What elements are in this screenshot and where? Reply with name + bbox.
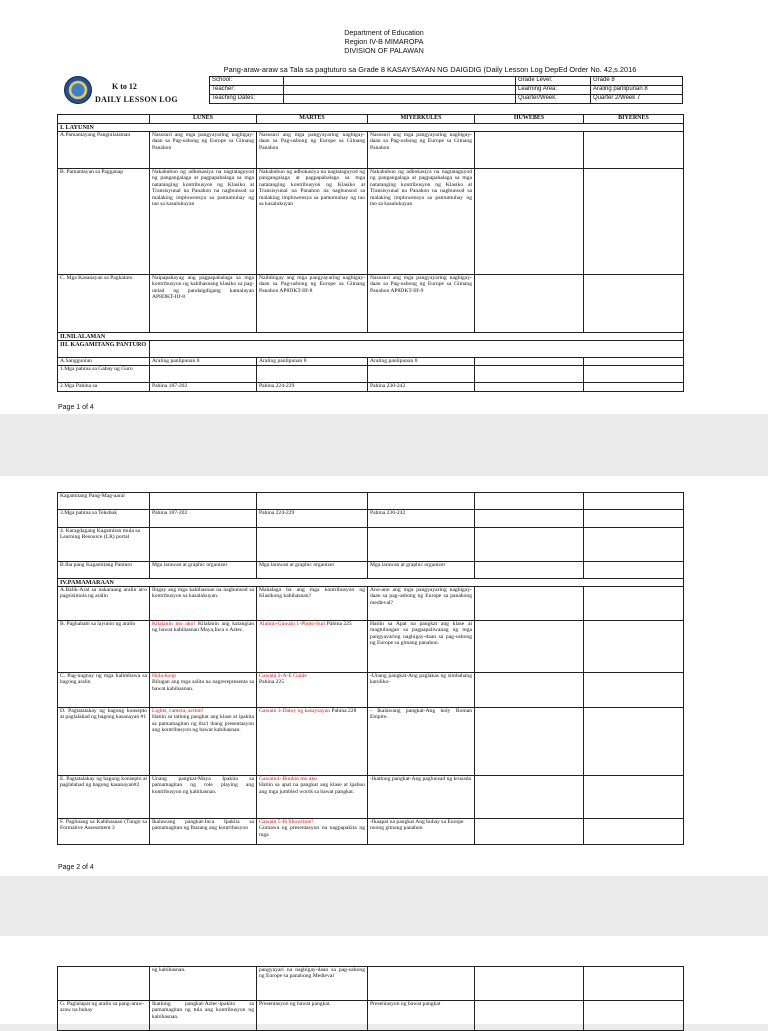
table-row [58,366,684,383]
table-row [58,776,684,819]
table-row [58,621,684,673]
division-name: DIVISION OF PALAWAN [344,46,424,55]
table-row [58,493,684,510]
learning-area-value: Araling panlipunan 8 [591,86,683,95]
cell-martes: Mahalaga ba ang mga kontribusyon ng Klasikong kabihasnan? [257,587,368,621]
cell-miyerkules: Presentasyon ng bawat pangkat [368,1001,475,1031]
cell-martes: Araling panlipunan 8 [257,358,368,366]
page-3 [0,936,768,1024]
cell-lunes: Lights, camera, action! Hatiin sa tatlong pangkat ang klase at ipakita sa pamamagitan ng iba't ibang presentasyon ang kontribusyon ng bawat kabihasnan. [150,708,257,776]
cell-miyerkules: Mga larawan at graphic organizer [368,562,475,579]
cell-martes: pangyayari na nagbigay-daan sa pag-usbong ng Europe sa panahong Medieval [257,967,368,1001]
row-label: A.Sanggunian [58,358,150,366]
section-nilalaman: II.NILALAMAN [58,333,684,341]
cell-lunes: Mga larawan at graphic organizer [150,562,257,579]
cell-miyerkules: Ano-ano ang mga pangyayaring nagbigay-daan sa pag-usbong ng Europe sa panahong medieval? [368,587,475,621]
teaching-dates-value [284,95,516,104]
row-label: C. Mga Kasanayan sa Pagkatuto [58,275,150,333]
day-miyerkules: MIYERKULES [368,115,475,124]
row-label: Kagamitang Pang-Mag-aaral [58,493,150,510]
row-label: E. Pagtatalakay ng bagong konsepto at paglalahad ng bagong kasanayan#2 [58,776,150,819]
cell-lunes: Ikalawang pangkat-Inca Ipakita sa pamamagitan ng Ibarang ang kontribusyon [150,819,257,845]
cell-lunes: Kilalanin mo ako! Kilalanin ang katangian ng bawat kabihasnan Maya,Inca o Aztec. [150,621,257,673]
table-row [58,708,684,776]
cell-miyerkules: Araling panlipunan 8 [368,358,475,366]
page-1 [0,0,768,414]
info-table [209,76,683,104]
cell-lunes: Unang pangkat-Maya Ipakita sa pamamagitan ng role playing ang kontribusyon ng kabihasnan. [150,776,257,819]
cell-lunes: Ibigay ang mga kabihasnan na nagbunsod sa kontribusyon sa kasalukuyan. [150,587,257,621]
page-2 [0,476,768,876]
cell-miyerkules: Pahina 230-242 [368,383,475,392]
cell-miyerkules: Hatiin sa Apat na pangkat ang klase at magtulungan sa pagpapaliwanag ng mga pangyayaring nagbigay-daan sa pag-usbong ng Europe sa gitnang panahon. [368,621,475,673]
deped-seal-logo [64,76,92,104]
cell-lunes: Pahina 187-202 [150,383,257,392]
cell-lunes: Araling panlipunan 8 [150,358,257,366]
cell-martes: Pahina 224-229 [257,383,368,392]
row-label: D. Pagtatalakay ng bagong konsepto at paglalahad ng bagong kasanayan #1 [58,708,150,776]
cell-martes: Gawain 5-Ib Showtime! Gumawa ng presentasyon na nagpapakita ng mga [257,819,368,845]
table-row [58,967,684,1001]
k12-label: K to 12 [112,82,137,91]
cell-martes: Alamin-Gawain 1-Photo-Suri Pahina 225 [257,621,368,673]
page-number-footer: Page 1 of 4 [58,404,94,411]
table-row [58,562,684,579]
quarter-week-value: Quarter 2/Week 7 [591,95,683,104]
document-title: Pang-araw-araw sa Tala sa pagtuturo sa Grade 8 KASAYSAYAN NG DAIGDIG (Daily Lesson Log DepEd Order No. 42,s.2016 [223,65,637,74]
day-biyernes: BIYERNES [584,115,684,124]
grade-level-label: Grade Level: [516,77,591,86]
cell-lunes: Pahina 187-202 [150,510,257,528]
cell-martes: Gawain 3-Daloy ng kasaysayan Pahina 228 [257,708,368,776]
lesson-table-page-1 [57,114,684,392]
cell-martes: Pahina 224-229 [257,510,368,528]
table-row [58,383,684,392]
cell-miyerkules: Nasusuri ang mga pangyayaring nagbigay-daan sa Pag-usbong ng Europe sa Gitnang Panahon AP8DKT-IIf-9 [368,275,475,333]
cell-martes: Mga larawan at graphic organizer [257,562,368,579]
row-label: A.Pamantayang Pangnilalaman [58,132,150,169]
cell-martes: Gawain4- Buuhin mo ako Hatiin sa apat na pangkat ang klase at ipabuo ang mga jumbled words sa bawat pangkat. [257,776,368,819]
table-row [58,819,684,845]
activity-title: Gawain4- Buuhin mo ako [259,776,317,782]
cell-martes: Nasusuri ang mga pangyayaring nagbigay-daan sa Pag-usbong ng Europe sa Gitnang Panahon [257,132,368,169]
learning-area-label: Learning Area: [516,86,591,95]
table-row [58,275,684,333]
table-row [58,169,684,275]
row-label: B. Pamantayan sa Pagganap [58,169,150,275]
teacher-value [284,86,516,95]
activity-title: Hula-hoop [152,673,176,679]
table-row [58,510,684,528]
row-label: 1.Mga pahina sa Gabay ng Guro [58,366,150,383]
table-row [58,587,684,621]
cell-lunes: Naipapahayag ang pagpapahalaga sa mga kontribusyon ng kabihasnang klasiko sa pag-unlad ng pandaigdigang kamalayan AP8DKT-IIf-8 [150,275,257,333]
day-header-row [58,115,684,124]
section-pamamaraan: IV.PAMAMARAAN [58,579,684,587]
cell-miyerkules: -Ikatlong pangkat-Ang paglunsad ng krusada [368,776,475,819]
row-label: G. Paglalapat ng aralin sa pang-araw-araw na buhay [58,1001,150,1031]
teaching-dates-label: Teaching Dates: [210,95,284,104]
quarter-week-label: Quarter/Week: [516,95,591,104]
table-row [58,132,684,169]
row-label: C. Pag-uugnay ng mga halimbawa sa bagong aralin [58,673,150,708]
cell-lunes: Nakabubuo ng adbokasiya na nagtataguyod ng pangangalaga at pagpapahalaga sa mga natatanging kontribusyon ng Klasiko at Transisyunal na Panahon na nagbunsod sa malaking impluwensya sa pamumuhay ng tao sa kasalukuyan [150,169,257,275]
cell-martes: Presentasyon ng bawat pangkat. [257,1001,368,1031]
lesson-table-page-2 [57,492,684,845]
lesson-table-page-3 [57,966,684,1031]
cell-miyerkules: Nasusuri ang mga pangyayaring nagbigay-daan sa Pag-usbong ng Europe sa Gitnang Panahon [368,132,475,169]
cell-lunes: Nasusuri ang mga pangyayaring nagbigay-daan sa Pag-usbong ng Europe sa Gitnang Panahon [150,132,257,169]
cell-lunes: Ikatlong pangkat-Aztec-ipakita sa pamamagitan ng tula ang kontribusyon ng kabihasnan. [150,1001,257,1031]
dept-name: Department of Education [344,28,424,37]
cell-miyerkules: Pahina 230-242 [368,510,475,528]
row-label: B. Paghahabi sa layunin ng aralin [58,621,150,673]
activity-title: Alamin-Gawain 1-Photo-Suri [259,621,327,627]
cell-miyerkules: Nakabubuo ng adbokasiya na nagtataguyod ng pangangalaga at pagpapahalaga sa mga natatanging kontribusyon ng Klasiko at Transisyunal na Panahon na nagbunsod sa malaking impluwensya sa pamumuhay ng tao sa kasalukuyan [368,169,475,275]
row-label: F. Paglinang sa Kabihasaan (Tungo sa Formative Assessment 3 [58,819,150,845]
row-label: 3.Mga pahina sa Teksbuk [58,510,150,528]
table-row [58,358,684,366]
cell-miyerkules: -Ikaapat na pangkat Ang buhay sa Europe noong gitnang panahon [368,819,475,845]
day-lunes: LUNES [150,115,257,124]
cell-martes: Naibibigay ang mga pangyayaring nagbigay-daan sa Pag-usbong ng Europe sa Gitnang Panahon AP8DKT-IIf-8 [257,275,368,333]
school-label: School: [210,77,284,86]
section-kagamitang-panturo: III. KAGAMITANG PANTURO [58,341,150,358]
cell-lunes: Hula-hoop Bilugan ang mga salita na nagrerepresenta sa bawat kabihasnan. [150,673,257,708]
section-layunin: I. LAYUNIN [58,124,684,132]
table-row [58,1001,684,1031]
row-label: B.Iba pang Kagamitang Panturo [58,562,150,579]
cell-miyerkules: - Ikalawang pangkat-Ang holy Roman Empire. [368,708,475,776]
page-number-footer: Page 2 of 4 [58,864,94,871]
activity-title: Lights, camera, action! [152,708,204,714]
cell-martes: Gawain 2-A-E Guide Pahina 225 [257,673,368,708]
day-huwebes: HUWEBES [475,115,584,124]
cell-lunes: ng kabihasnan. [150,967,257,1001]
row-label: 2.Mga Pahina sa [58,383,150,392]
daily-lesson-log-label: DAILY LESSON LOG [95,95,178,104]
activity-title: Gawain 3-Daloy ng kasaysayan [259,708,332,714]
row-label: 4. Karagdagang Kagamitan mula sa Learning Resource (LR) portal [58,528,150,562]
region-name: Region IV-B MIMAROPA [344,37,424,46]
activity-title: Gawain 2-A-E Guide [259,673,307,679]
school-value [284,77,516,86]
row-label: A.Balik-Aral sa nakaraang aralin at/o pagsisimula ng aralin [58,587,150,621]
teacher-label: Teacher: [210,86,284,95]
grade-level-value: Grade 8 [591,77,683,86]
table-row [58,528,684,562]
cell-miyerkules: -Unang pangkat-Ang paglakas ng simbahang katoliko- [368,673,475,708]
day-martes: MARTES [257,115,368,124]
activity-title: Gawain 5-Ib Showtime! [259,819,314,825]
activity-title: Kilalanin mo ako! [152,621,198,627]
cell-martes: Nakabubuo ng adbokasiya na nagtataguyod ng pangangalaga at pagpapahalaga sa mga natatanging kontribusyon ng Klasiko at Transisyunal na Panahon na nagbunsod sa malaking impluwensya sa pamumuhay ng tao sa kasalukuyan [257,169,368,275]
table-row [58,673,684,708]
